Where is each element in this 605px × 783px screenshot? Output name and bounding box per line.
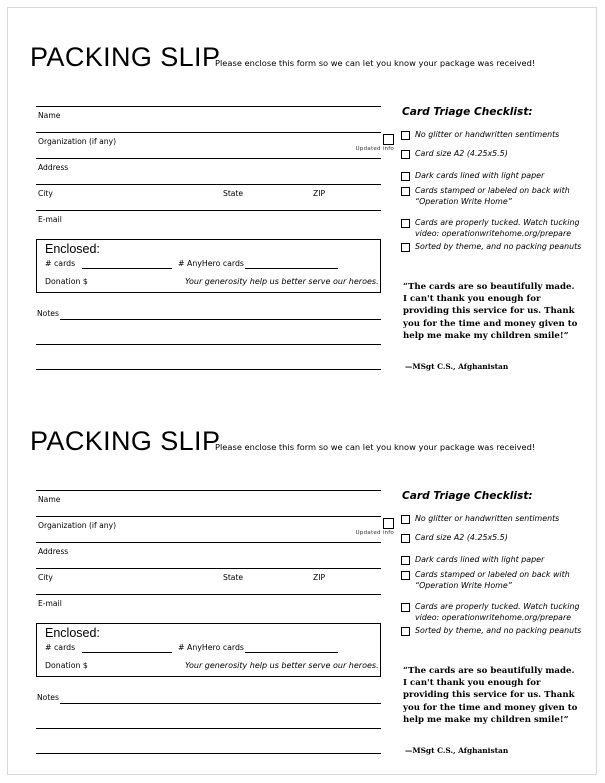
donation-label: Donation $ xyxy=(45,661,88,670)
updated-info-caption: Updated info xyxy=(355,530,394,536)
checklist-item-label: Card size A2 (4.25x5.5) xyxy=(415,533,508,542)
notes-label: Notes xyxy=(37,309,59,318)
page-subtitle: Please enclose this form so we can let you know your package was received! xyxy=(215,58,536,68)
field-rule xyxy=(36,210,381,211)
cards-count-label: # cards xyxy=(45,259,76,268)
city-field-label: City xyxy=(38,189,53,198)
packing-slip-copy-1 xyxy=(8,8,597,392)
state-field-label: State xyxy=(223,189,244,198)
field-rule xyxy=(36,132,381,133)
anyhero-cards-rule xyxy=(245,268,338,269)
checklist-item-label: Cards stamped or labeled on back with “Operation Write Home” xyxy=(415,186,570,206)
printable-page xyxy=(7,7,597,775)
cards-count-label: # cards xyxy=(45,643,76,652)
page-title: PACKING SLIP xyxy=(30,426,221,456)
checklist-title: Card Triage Checklist: xyxy=(402,106,533,118)
field-row-city-state-zip xyxy=(36,568,381,594)
checkbox-icon[interactable] xyxy=(401,556,410,565)
field-rule xyxy=(36,490,381,491)
field-rule xyxy=(36,158,381,159)
notes-rule xyxy=(36,728,381,729)
packing-slip-copy-2 xyxy=(8,392,597,775)
field-row-address xyxy=(36,158,381,184)
checklist-item-label: Dark cards lined with light paper xyxy=(415,171,545,180)
checkbox-icon[interactable] xyxy=(383,518,394,529)
field-row-name xyxy=(36,106,381,132)
testimonial-attribution: —MSgt C.S., Afghanistan xyxy=(405,362,509,371)
notes-rule xyxy=(36,369,381,370)
email-field-label: E-mail xyxy=(38,215,62,224)
slip-header xyxy=(30,426,575,462)
anyhero-cards-rule xyxy=(245,652,338,653)
address-field-label: Address xyxy=(38,163,69,172)
checkbox-icon[interactable] xyxy=(401,172,410,181)
checklist-item-label: Cards stamped or labeled on back with “Operation Write Home” xyxy=(415,570,570,590)
checklist-item-label: No glitter or handwritten sentiments xyxy=(415,514,560,523)
testimonial-attribution: —MSgt C.S., Afghanistan xyxy=(405,746,509,755)
address-field-label: Address xyxy=(38,547,69,556)
field-row-organization xyxy=(36,516,394,542)
state-field-label: State xyxy=(223,573,244,582)
updated-info-caption: Updated info xyxy=(355,146,394,152)
organization-field-label: Organization (if any) xyxy=(38,521,117,530)
checkbox-icon[interactable] xyxy=(401,219,410,228)
notes-label: Notes xyxy=(37,693,59,702)
donation-tagline: Your generosity help us better serve our heroes. xyxy=(185,661,379,670)
notes-rule xyxy=(60,703,381,704)
enclosed-title: Enclosed: xyxy=(45,626,100,640)
enclosed-box xyxy=(36,623,381,677)
field-rule xyxy=(36,516,381,517)
checkbox-icon[interactable] xyxy=(401,187,410,196)
checklist-item-label: Sorted by theme, and no packing peanuts xyxy=(415,242,582,251)
checkbox-icon[interactable] xyxy=(401,515,410,524)
enclosed-title: Enclosed: xyxy=(45,242,100,256)
notes-section xyxy=(36,692,381,762)
name-field-label: Name xyxy=(38,495,61,504)
updated-info-checkbox[interactable] xyxy=(350,134,394,156)
notes-rule xyxy=(36,753,381,754)
field-rule xyxy=(36,106,381,107)
updated-info-checkbox[interactable] xyxy=(350,518,394,540)
field-rule xyxy=(36,594,381,595)
testimonial-quote: “The cards are so beautifully made. I can't thank you enough for providing this service for us. Thank you for the time and money given to help me make my children smile!” xyxy=(403,282,578,341)
field-row-email xyxy=(36,210,381,236)
checklist-item-label: Sorted by theme, and no packing peanuts xyxy=(415,626,582,635)
field-rule xyxy=(36,184,381,185)
checkbox-icon[interactable] xyxy=(401,534,410,543)
checkbox-icon[interactable] xyxy=(383,134,394,145)
checkbox-icon[interactable] xyxy=(401,131,410,140)
notes-rule xyxy=(60,319,381,320)
notes-rule xyxy=(36,344,381,345)
checkbox-icon[interactable] xyxy=(401,571,410,580)
cards-count-rule xyxy=(82,652,172,653)
anyhero-cards-label: # AnyHero cards xyxy=(178,643,244,652)
checkbox-icon[interactable] xyxy=(401,603,410,612)
organization-field-label: Organization (if any) xyxy=(38,137,117,146)
checklist-item-label: No glitter or handwritten sentiments xyxy=(415,130,560,139)
checklist-item-label: Card size A2 (4.25x5.5) xyxy=(415,149,508,158)
field-row-city-state-zip xyxy=(36,184,381,210)
enclosed-box xyxy=(36,239,381,293)
checklist-item-label: Dark cards lined with light paper xyxy=(415,555,545,564)
field-row-address xyxy=(36,542,381,568)
page-subtitle: Please enclose this form so we can let you know your package was received! xyxy=(215,442,536,452)
field-row-organization xyxy=(36,132,394,158)
checkbox-icon[interactable] xyxy=(401,243,410,252)
email-field-label: E-mail xyxy=(38,599,62,608)
field-row-name xyxy=(36,490,381,516)
field-row-email xyxy=(36,594,381,620)
cards-count-rule xyxy=(82,268,172,269)
field-rule xyxy=(36,542,381,543)
field-rule xyxy=(36,568,381,569)
testimonial-quote: “The cards are so beautifully made. I can't thank you enough for providing this service for us. Thank you for the time and money given to help me make my children smile!” xyxy=(403,666,578,725)
notes-section xyxy=(36,308,381,378)
donation-tagline: Your generosity help us better serve our heroes. xyxy=(185,277,379,286)
donation-label: Donation $ xyxy=(45,277,88,286)
name-field-label: Name xyxy=(38,111,61,120)
recipient-form xyxy=(36,106,394,236)
page-title: PACKING SLIP xyxy=(30,42,221,72)
zip-field-label: ZIP xyxy=(313,189,326,198)
city-field-label: City xyxy=(38,573,53,582)
checklist-item-label: Cards are properly tucked. Watch tucking video: operationwritehome.org/prepare xyxy=(415,602,580,622)
zip-field-label: ZIP xyxy=(313,573,326,582)
checkbox-icon[interactable] xyxy=(401,627,410,636)
checklist-title: Card Triage Checklist: xyxy=(402,490,533,502)
checkbox-icon[interactable] xyxy=(401,150,410,159)
slip-header xyxy=(30,42,575,78)
checklist-item-label: Cards are properly tucked. Watch tucking video: operationwritehome.org/prepare xyxy=(415,218,580,238)
recipient-form xyxy=(36,490,394,620)
anyhero-cards-label: # AnyHero cards xyxy=(178,259,244,268)
